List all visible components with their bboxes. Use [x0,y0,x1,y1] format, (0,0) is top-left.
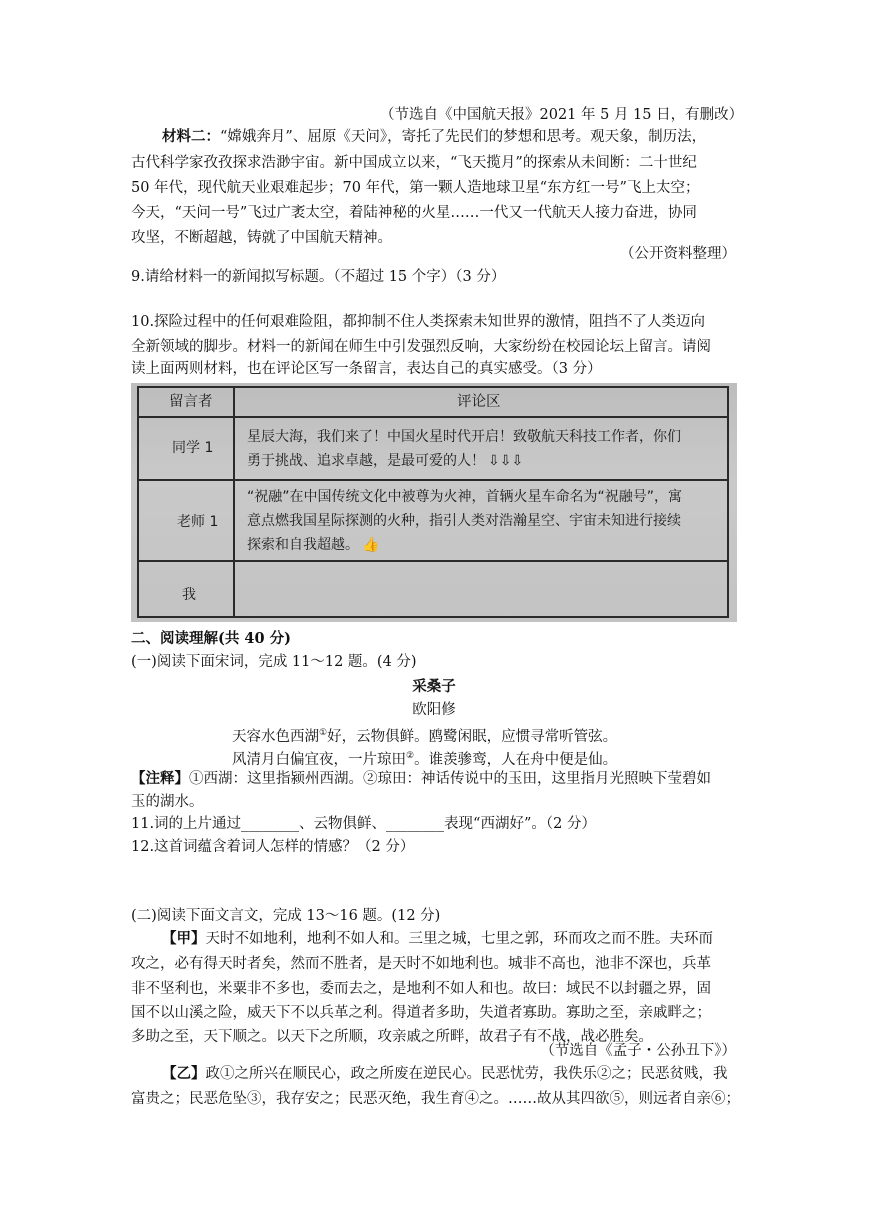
yi-line1: 【乙】政①之所兴在顺民心，政之所废在逆民心。民恶忧劳，我佚乐②之；民恶贫贱，我 [162,1065,728,1082]
row1-comment-line2: 勇于挑战、追求卓越，是最可爱的人！ ⇩⇩⇩ [247,449,523,473]
poem-line-1: 天容水色西湖①好，云物俱鲜。鸥鹭闲眠，应惯寻常听管弦。 [232,728,618,745]
row1-author: 同学 1 [172,440,214,456]
material2-line1 [162,126,706,148]
question-12: 12.这首词蕴含着词人怎样的情感？（2 分） [131,839,415,855]
jia-line4: 国不以山溪之险，威天下不以兵革之利。得道者多助，失道者寡助。寡助之至，亲戚畔之； [131,1005,711,1021]
jia-line3: 非不坚利也，米粟非不多也，委而去之，是地利不如人和也。故曰：域民不以封疆之界，固 [131,981,711,997]
comment-table [137,386,729,618]
jia-source: （节选自《孟子・公孙丑下》） [540,1043,736,1059]
jia-line1: 【甲】天时不如地利，地利不如人和。三里之城，七里之郭，环而攻之而不胜。夫环而 [162,930,713,947]
material2-line4: 今天，“天问一号”飞过广袤太空，着陆神秘的火星……一代又一代航天人接力奋进，协同 [131,205,697,221]
table-header-comments: 评论区 [457,394,501,410]
poem-line-2: 风清月白偏宜夜，一片琼田②。谁羡骖鸾，人在舟中便是仙。 [232,751,618,768]
row1-comment-line1: 星辰大海，我们来了！中国火星时代开启！致敬航天科技工作者，你们 [247,429,681,445]
comment-table-photo [131,383,737,622]
part-1-instruction: (一)阅读下面宋词，完成 11～12 题。(4 分) [131,654,417,670]
jia-line2: 攻之，必有得天时者矣，然而不胜者，是天时不如地利也。城非不高也，池非不深也，兵革 [131,956,711,972]
thumbs-up-icon: 👍 [362,537,380,553]
poem-note-line1: 【注释】①西湖：这里指颍州西湖。②琼田：神话传说中的玉田，这里指月光照映下莹碧如 [131,770,711,787]
row2-author: 老师 1 [177,514,219,530]
row2-comment-line3: 探索和自我超越。 👍 [247,533,379,557]
row2-comment-line1: “祝融”在中国传统文化中被尊为火神，首辆火星车命名为“祝融号”，寓 [247,489,683,505]
question-10-line2: 全新领域的脚步。材料一的新闻在师生中引发强烈反响，大家纷纷在校园论坛上留言。请阅 [131,339,711,355]
material2-line5: 攻坚，不断超越，铸就了中国航天精神。 [131,230,392,246]
material2-line2: 古代科学家孜孜探求浩渺宇宙。新中国成立以来，“飞天揽月”的探索从未间断：二十世纪 [131,155,697,171]
question-11: 11.词的上片通过________、云物俱鲜、________表现“西湖好”。（2 分） [131,816,596,832]
yi-line2: 富贵之；民恶危坠③，我存安之；民恶灭绝，我生育④之。……故从其四欲⑤，则远者自亲⑥； [131,1091,740,1107]
poem-note-line2: 玉的湖水。 [131,794,204,810]
row3-author: 我 [182,587,196,603]
thumbs-down-icon: ⇩⇩⇩ [488,453,524,469]
part-2-instruction: (二)阅读下面文言文，完成 13～16 题。(12 分) [131,908,441,924]
row2-comment-line2: 意点燃我国星际探测的火种，指引人类对浩瀚星空、宇宙未知进行接续 [247,513,681,529]
question-10-line3: 读上面两则材料，也在评论区写一条留言，表达自己的真实感受。（3 分） [131,361,602,377]
table-header-author: 留言者 [169,394,213,410]
section-2-title: 二、阅读理解(共 40 分) [131,630,291,647]
poem-author: 欧阳修 [412,702,456,718]
material2-line3: 50 年代，现代航天业艰难起步；70 年代，第一颗人造地球卫星“东方红一号”飞上太空； [131,180,700,196]
material2-text: “嫦娥奔月”、屈原《天问》，寄托了先民们的梦想和思考。观天象，制历法， [220,129,707,145]
material2-source: （公开资料整理） [620,246,736,262]
question-10-line1: 10.探险过程中的任何艰难险阻，都抑制不住人类探索未知世界的激情，阻挡不了人类迈向 [131,314,706,330]
jia-line5: 多助之至，天下顺之。以天下之所顺，攻亲戚之所畔，故君子有不战，战必胜矣。 [131,1029,653,1045]
material2-label: 材料二： [162,128,220,145]
poem-title: 采桑子 [412,678,456,695]
question-9: 9.请给材料一的新闻拟写标题。（不超过 15 个字）（3 分） [131,269,506,285]
material1-source: （节选自《中国航天报》2021 年 5 月 15 日，有删改） [380,107,744,123]
